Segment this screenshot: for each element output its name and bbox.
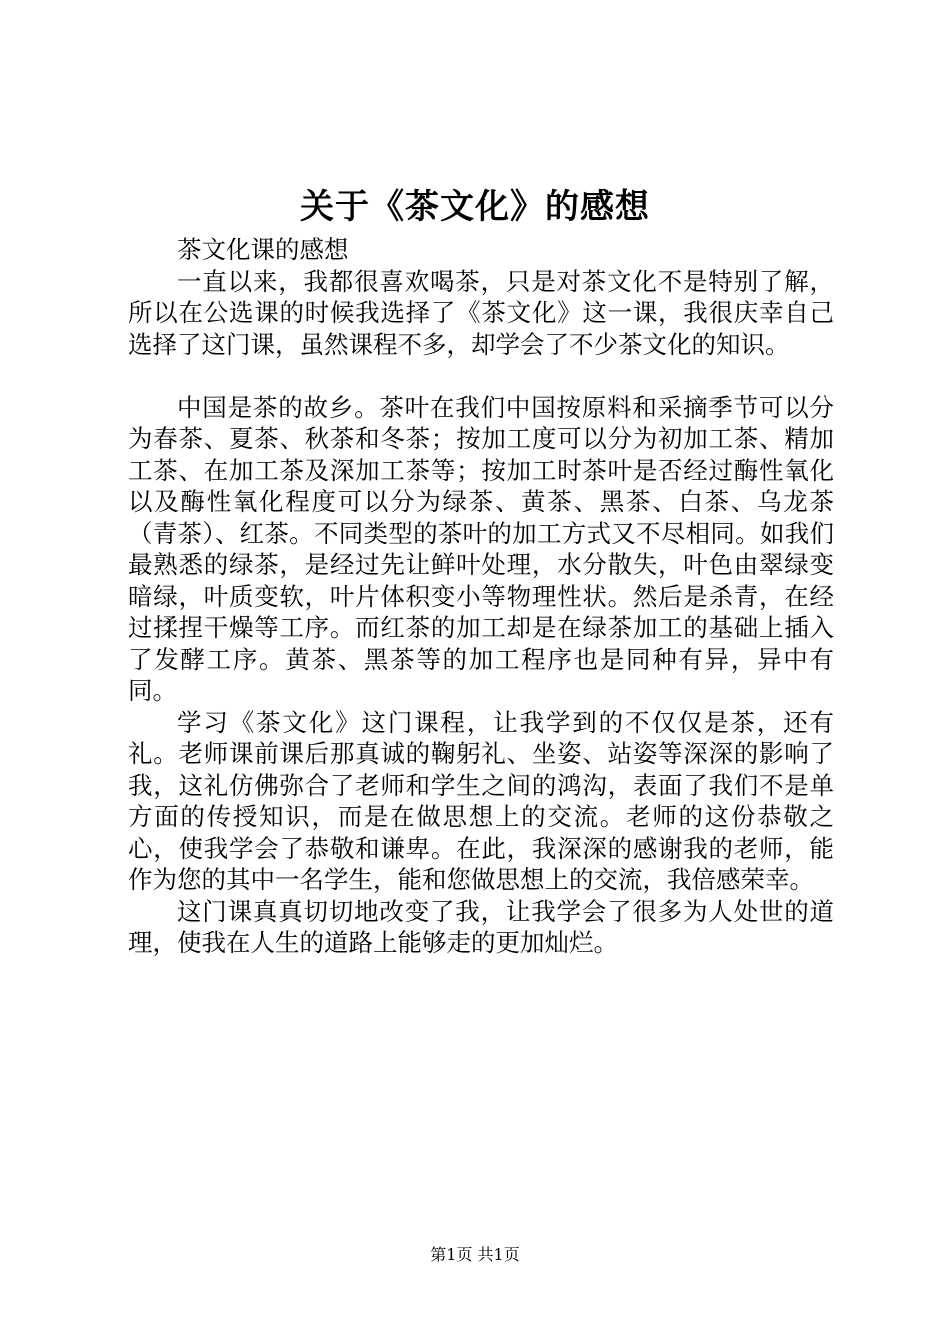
paragraph-etiquette: 学习《茶文化》这门课程，让我学到的不仅仅是茶，还有礼。老师课前课后那真诚的鞠躬礼、坐姿、站姿等深深的影响了我，这礼仿佛弥合了老师和学生之间的鸿沟，表面了我们不是单方面的传授知识，而是在做思想上的交流。老师的这份恭敬之心，使我学会了恭敬和谦卑。在此，我深深的感谢我的老师，能作为您的其中一名学生，能和您做思想上的交流，我倍感荣幸。 [128, 707, 834, 894]
document-title: 关于《茶文化》的感想 [300, 187, 650, 227]
paragraph-conclusion: 这门课真真切切地改变了我，让我学会了很多为人处世的道理，使我在人生的道路上能够走的更加灿烂。 [128, 896, 834, 957]
paragraph-tea-types: 中国是茶的故乡。茶叶在我们中国按原料和采摘季节可以分为春茶、夏茶、秋茶和冬茶；按加工度可以分为初加工茶、精加工茶、在加工茶及深加工茶等；按加工时茶叶是否经过酶性氧化以及酶性氧化程度可以分为绿茶、黄茶、黑茶、白茶、乌龙茶（青茶）、红茶。不同类型的茶叶的加工方式又不尽相同。如我们最熟悉的绿茶，是经过先让鲜叶处理，水分散失，叶色由翠绿变暗绿，叶质变软，叶片体积变小等物理性状。然后是杀青，在经过揉捏干燥等工序。而红茶的加工却是在绿茶加工的基础上插入了发酵工序。黄茶、黑茶等的加工程序也是同种有异，异中有同。 [128, 392, 834, 705]
paragraph-intro: 一直以来，我都很喜欢喝茶，只是对茶文化不是特别了解，所以在公选课的时候我选择了《茶文化》这一课，我很庆幸自己选择了这门课，虽然课程不多，却学会了不少茶文化的知识。 [128, 266, 834, 359]
document-body [128, 234, 834, 959]
paragraph-subtitle: 茶文化课的感想 [177, 235, 349, 264]
page-number-footer: 第1页 共1页 [430, 1245, 520, 1264]
